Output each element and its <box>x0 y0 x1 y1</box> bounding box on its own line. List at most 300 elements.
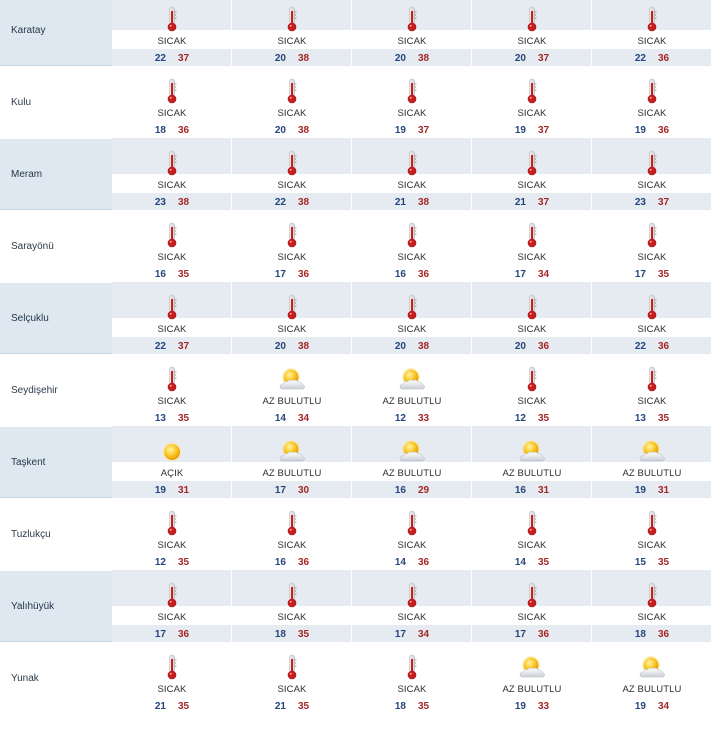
day-forecast-cell <box>232 138 352 210</box>
weather-description: SICAK <box>157 252 187 263</box>
weather-description: SICAK <box>277 612 307 623</box>
thermometer-icon <box>637 292 667 322</box>
day-forecast-cell <box>592 138 712 210</box>
temperature-range <box>232 629 352 640</box>
city-name[interactable]: Karatay <box>0 0 112 66</box>
min-temperature: 16 <box>394 269 406 280</box>
min-temperature: 18 <box>154 125 166 136</box>
weather-description: SICAK <box>277 36 307 47</box>
day-forecast-cell <box>472 498 592 570</box>
thermometer-icon <box>397 580 427 610</box>
thermometer-icon <box>517 148 547 178</box>
day-forecast-cell <box>232 354 352 426</box>
temperature-range <box>352 341 472 352</box>
temperature-range <box>472 701 592 712</box>
min-temperature: 13 <box>634 413 646 424</box>
min-temperature: 23 <box>634 197 646 208</box>
min-temperature: 12 <box>394 413 406 424</box>
day-forecast-cell <box>232 498 352 570</box>
temperature-range <box>112 413 232 424</box>
temperature-range <box>112 701 232 712</box>
temperature-range <box>472 485 592 496</box>
city-name[interactable]: Yalıhüyük <box>0 570 112 642</box>
temperature-range <box>232 53 352 64</box>
min-temperature: 16 <box>274 557 286 568</box>
min-temperature: 21 <box>394 197 406 208</box>
min-temperature: 22 <box>274 197 286 208</box>
forecast-row <box>0 426 712 498</box>
forecast-row <box>0 354 712 426</box>
weather-description: SICAK <box>637 180 667 191</box>
weather-description: SICAK <box>157 108 187 119</box>
weather-description: AZ BULUTLU <box>262 468 322 479</box>
max-temperature: 38 <box>418 53 430 64</box>
thermometer-icon <box>157 76 187 106</box>
temperature-range <box>112 197 232 208</box>
max-temperature: 38 <box>418 197 430 208</box>
thermometer-icon <box>277 4 307 34</box>
thermometer-icon <box>277 292 307 322</box>
temperature-range <box>592 269 712 280</box>
thermometer-icon <box>397 148 427 178</box>
forecast-days <box>112 210 712 282</box>
city-name[interactable]: Seydişehir <box>11 384 58 396</box>
max-temperature: 34 <box>418 629 430 640</box>
day-forecast-cell <box>472 570 592 642</box>
weather-description: SICAK <box>277 108 307 119</box>
weather-description: SICAK <box>397 540 427 551</box>
temperature-range <box>592 413 712 424</box>
min-temperature: 20 <box>514 53 526 64</box>
weather-description: SICAK <box>517 540 547 551</box>
day-forecast-cell <box>352 0 472 66</box>
temperature-range <box>592 341 712 352</box>
max-temperature: 36 <box>418 269 430 280</box>
thermometer-icon <box>397 292 427 322</box>
thermometer-icon <box>637 508 667 538</box>
min-temperature: 22 <box>634 341 646 352</box>
min-temperature: 18 <box>274 629 286 640</box>
day-forecast-cell <box>112 354 232 426</box>
day-forecast-cell <box>232 570 352 642</box>
day-forecast-cell <box>352 426 472 498</box>
max-temperature: 35 <box>178 269 190 280</box>
forecast-row <box>0 66 712 138</box>
weather-description: SICAK <box>637 396 667 407</box>
day-forecast-cell <box>112 642 232 714</box>
min-temperature: 17 <box>514 629 526 640</box>
max-temperature: 35 <box>418 701 430 712</box>
temperature-range <box>232 413 352 424</box>
weather-description: SICAK <box>277 324 307 335</box>
thermometer-icon <box>637 4 667 34</box>
thermometer-icon <box>277 508 307 538</box>
weather-description: SICAK <box>157 36 187 47</box>
weather-description: AZ BULUTLU <box>502 468 562 479</box>
temperature-range <box>352 125 472 136</box>
day-forecast-cell <box>112 210 232 282</box>
thermometer-icon <box>277 652 307 682</box>
max-temperature: 38 <box>418 341 430 352</box>
thermometer-icon <box>517 508 547 538</box>
weather-description: AZ BULUTLU <box>622 468 682 479</box>
max-temperature: 36 <box>298 557 310 568</box>
temperature-range <box>472 125 592 136</box>
temperature-range <box>112 557 232 568</box>
max-temperature: 37 <box>538 197 550 208</box>
min-temperature: 17 <box>274 269 286 280</box>
max-temperature: 36 <box>178 629 190 640</box>
temperature-range <box>472 269 592 280</box>
weather-description: SICAK <box>157 540 187 551</box>
min-temperature: 14 <box>394 557 406 568</box>
max-temperature: 37 <box>418 125 430 136</box>
thermometer-icon <box>637 148 667 178</box>
forecast-row <box>0 570 712 642</box>
min-temperature: 19 <box>634 701 646 712</box>
forecast-row <box>0 0 712 66</box>
thermometer-icon <box>277 580 307 610</box>
thermometer-icon <box>277 148 307 178</box>
thermometer-icon <box>517 4 547 34</box>
max-temperature: 35 <box>658 413 670 424</box>
weather-description: SICAK <box>157 612 187 623</box>
max-temperature: 37 <box>538 53 550 64</box>
thermometer-icon <box>397 220 427 250</box>
max-temperature: 37 <box>178 341 190 352</box>
city-name[interactable]: Meram <box>0 138 112 210</box>
min-temperature: 20 <box>394 53 406 64</box>
day-forecast-cell <box>592 354 712 426</box>
temperature-range <box>352 197 472 208</box>
weather-description: SICAK <box>517 180 547 191</box>
thermometer-icon <box>637 364 667 394</box>
min-temperature: 19 <box>154 485 166 496</box>
day-forecast-cell <box>592 642 712 714</box>
max-temperature: 38 <box>298 53 310 64</box>
temperature-range <box>592 701 712 712</box>
temperature-range <box>472 341 592 352</box>
thermometer-icon <box>517 580 547 610</box>
max-temperature: 29 <box>418 485 430 496</box>
min-temperature: 19 <box>634 485 646 496</box>
thermometer-icon <box>397 76 427 106</box>
max-temperature: 35 <box>178 413 190 424</box>
weather-description: AZ BULUTLU <box>622 684 682 695</box>
min-temperature: 17 <box>154 629 166 640</box>
thermometer-icon <box>637 580 667 610</box>
max-temperature: 31 <box>538 485 550 496</box>
temperature-range <box>352 53 472 64</box>
day-forecast-cell <box>592 210 712 282</box>
city-name[interactable]: Yunak <box>11 672 39 684</box>
min-temperature: 23 <box>154 197 166 208</box>
max-temperature: 36 <box>658 53 670 64</box>
weather-description: SICAK <box>517 108 547 119</box>
temperature-range <box>352 269 472 280</box>
day-forecast-cell <box>352 354 472 426</box>
forecast-days <box>112 570 712 642</box>
max-temperature: 35 <box>658 269 670 280</box>
day-forecast-cell <box>112 498 232 570</box>
forecast-row <box>0 138 712 210</box>
min-temperature: 14 <box>514 557 526 568</box>
temperature-range <box>232 197 352 208</box>
min-temperature: 18 <box>394 701 406 712</box>
min-temperature: 15 <box>634 557 646 568</box>
forecast-row <box>0 642 712 714</box>
temperature-range <box>472 413 592 424</box>
min-temperature: 16 <box>394 485 406 496</box>
max-temperature: 35 <box>538 413 550 424</box>
day-forecast-cell <box>112 426 232 498</box>
min-temperature: 21 <box>154 701 166 712</box>
weather-description: SICAK <box>397 612 427 623</box>
max-temperature: 36 <box>658 341 670 352</box>
max-temperature: 36 <box>538 341 550 352</box>
thermometer-icon <box>157 220 187 250</box>
temperature-range <box>472 629 592 640</box>
thermometer-icon <box>157 292 187 322</box>
thermometer-icon <box>517 76 547 106</box>
weather-description: SICAK <box>637 612 667 623</box>
forecast-days <box>112 282 712 354</box>
partly-cloudy-icon <box>277 364 307 394</box>
max-temperature: 35 <box>178 557 190 568</box>
thermometer-icon <box>157 652 187 682</box>
partly-cloudy-icon <box>277 436 307 466</box>
thermometer-icon <box>637 76 667 106</box>
weather-description: SICAK <box>157 684 187 695</box>
partly-cloudy-icon <box>517 652 547 682</box>
min-temperature: 17 <box>514 269 526 280</box>
partly-cloudy-icon <box>637 436 667 466</box>
max-temperature: 36 <box>538 629 550 640</box>
thermometer-icon <box>157 364 187 394</box>
weather-description: AZ BULUTLU <box>502 684 562 695</box>
min-temperature: 22 <box>154 341 166 352</box>
weather-description: SICAK <box>637 540 667 551</box>
weather-description: SICAK <box>277 252 307 263</box>
day-forecast-cell <box>352 642 472 714</box>
weather-description: AZ BULUTLU <box>262 396 322 407</box>
min-temperature: 13 <box>154 413 166 424</box>
temperature-range <box>232 269 352 280</box>
temperature-range <box>232 341 352 352</box>
min-temperature: 17 <box>394 629 406 640</box>
day-forecast-cell <box>472 354 592 426</box>
max-temperature: 30 <box>298 485 310 496</box>
temperature-range <box>352 485 472 496</box>
temperature-range <box>592 197 712 208</box>
min-temperature: 20 <box>274 341 286 352</box>
thermometer-icon <box>637 220 667 250</box>
thermometer-icon <box>397 4 427 34</box>
max-temperature: 35 <box>538 557 550 568</box>
min-temperature: 22 <box>154 53 166 64</box>
day-forecast-cell <box>472 210 592 282</box>
weather-description: SICAK <box>277 540 307 551</box>
day-forecast-cell <box>472 282 592 354</box>
thermometer-icon <box>397 652 427 682</box>
max-temperature: 36 <box>418 557 430 568</box>
partly-cloudy-icon <box>397 364 427 394</box>
day-forecast-cell <box>352 570 472 642</box>
temperature-range <box>112 485 232 496</box>
min-temperature: 12 <box>154 557 166 568</box>
city-name[interactable]: Kulu <box>11 96 32 108</box>
max-temperature: 37 <box>538 125 550 136</box>
day-forecast-cell <box>472 642 592 714</box>
temperature-range <box>352 701 472 712</box>
forecast-days <box>112 426 712 498</box>
temperature-range <box>352 557 472 568</box>
weather-description: SICAK <box>637 108 667 119</box>
min-temperature: 17 <box>274 485 286 496</box>
temperature-range <box>472 557 592 568</box>
max-temperature: 34 <box>298 413 310 424</box>
max-temperature: 35 <box>298 701 310 712</box>
max-temperature: 36 <box>658 125 670 136</box>
day-forecast-cell <box>472 0 592 66</box>
min-temperature: 18 <box>634 629 646 640</box>
temperature-range <box>112 269 232 280</box>
forecast-days <box>112 138 712 210</box>
day-forecast-cell <box>232 66 352 138</box>
city-name[interactable]: Tuzlukçu <box>11 528 51 540</box>
day-forecast-cell <box>232 642 352 714</box>
min-temperature: 19 <box>394 125 406 136</box>
day-forecast-cell <box>112 138 232 210</box>
max-temperature: 35 <box>178 701 190 712</box>
min-temperature: 14 <box>274 413 286 424</box>
weather-description: SICAK <box>397 324 427 335</box>
temperature-range <box>472 53 592 64</box>
max-temperature: 31 <box>178 485 190 496</box>
min-temperature: 20 <box>274 53 286 64</box>
max-temperature: 35 <box>658 557 670 568</box>
thermometer-icon <box>277 220 307 250</box>
partly-cloudy-icon <box>397 436 427 466</box>
max-temperature: 31 <box>658 485 670 496</box>
day-forecast-cell <box>592 282 712 354</box>
max-temperature: 38 <box>298 197 310 208</box>
day-forecast-cell <box>232 282 352 354</box>
max-temperature: 34 <box>658 701 670 712</box>
thermometer-icon <box>517 292 547 322</box>
forecast-days <box>112 354 712 426</box>
temperature-range <box>112 125 232 136</box>
weather-description: SICAK <box>517 36 547 47</box>
day-forecast-cell <box>472 138 592 210</box>
day-forecast-cell <box>232 0 352 66</box>
max-temperature: 33 <box>538 701 550 712</box>
temperature-range <box>592 53 712 64</box>
max-temperature: 37 <box>178 53 190 64</box>
thermometer-icon <box>277 76 307 106</box>
weather-description: SICAK <box>277 180 307 191</box>
day-forecast-cell <box>352 498 472 570</box>
day-forecast-cell <box>112 0 232 66</box>
min-temperature: 19 <box>634 125 646 136</box>
thermometer-icon <box>517 364 547 394</box>
thermometer-icon <box>157 4 187 34</box>
thermometer-icon <box>397 508 427 538</box>
temperature-range <box>352 629 472 640</box>
weather-description: SICAK <box>397 684 427 695</box>
max-temperature: 34 <box>538 269 550 280</box>
thermometer-icon <box>157 148 187 178</box>
city-name[interactable]: Taşkent <box>0 426 112 498</box>
city-name[interactable]: Selçuklu <box>0 282 112 354</box>
weather-description: SICAK <box>637 36 667 47</box>
min-temperature: 20 <box>274 125 286 136</box>
temperature-range <box>592 125 712 136</box>
temperature-range <box>352 413 472 424</box>
weather-description: SICAK <box>397 108 427 119</box>
min-temperature: 20 <box>394 341 406 352</box>
thermometer-icon <box>157 580 187 610</box>
min-temperature: 16 <box>154 269 166 280</box>
max-temperature: 35 <box>298 629 310 640</box>
weather-description: SICAK <box>277 684 307 695</box>
partly-cloudy-icon <box>517 436 547 466</box>
weather-description: SICAK <box>157 396 187 407</box>
forecast-days <box>112 642 712 714</box>
partly-cloudy-icon <box>637 652 667 682</box>
weather-description: SICAK <box>517 612 547 623</box>
thermometer-icon <box>517 220 547 250</box>
day-forecast-cell <box>592 0 712 66</box>
weather-description: SICAK <box>157 324 187 335</box>
day-forecast-cell <box>352 282 472 354</box>
thermometer-icon <box>157 508 187 538</box>
forecast-days <box>112 498 712 570</box>
day-forecast-cell <box>592 498 712 570</box>
forecast-days <box>112 0 712 66</box>
weather-description: SICAK <box>517 324 547 335</box>
max-temperature: 37 <box>658 197 670 208</box>
min-temperature: 22 <box>634 53 646 64</box>
sun-icon <box>157 436 187 466</box>
weather-description: SICAK <box>637 252 667 263</box>
max-temperature: 38 <box>178 197 190 208</box>
day-forecast-cell <box>592 426 712 498</box>
min-temperature: 12 <box>514 413 526 424</box>
temperature-range <box>592 629 712 640</box>
max-temperature: 38 <box>298 341 310 352</box>
weather-description: SICAK <box>517 396 547 407</box>
min-temperature: 20 <box>514 341 526 352</box>
min-temperature: 16 <box>514 485 526 496</box>
temperature-range <box>232 125 352 136</box>
day-forecast-cell <box>472 426 592 498</box>
day-forecast-cell <box>592 570 712 642</box>
max-temperature: 38 <box>298 125 310 136</box>
temperature-range <box>232 701 352 712</box>
temperature-range <box>112 53 232 64</box>
weather-description: SICAK <box>637 324 667 335</box>
weather-description: AZ BULUTLU <box>382 468 442 479</box>
max-temperature: 36 <box>178 125 190 136</box>
temperature-range <box>112 341 232 352</box>
day-forecast-cell <box>112 282 232 354</box>
day-forecast-cell <box>232 210 352 282</box>
max-temperature: 33 <box>418 413 430 424</box>
city-name[interactable]: Sarayönü <box>11 240 54 252</box>
temperature-range <box>472 197 592 208</box>
weather-description: SICAK <box>397 36 427 47</box>
